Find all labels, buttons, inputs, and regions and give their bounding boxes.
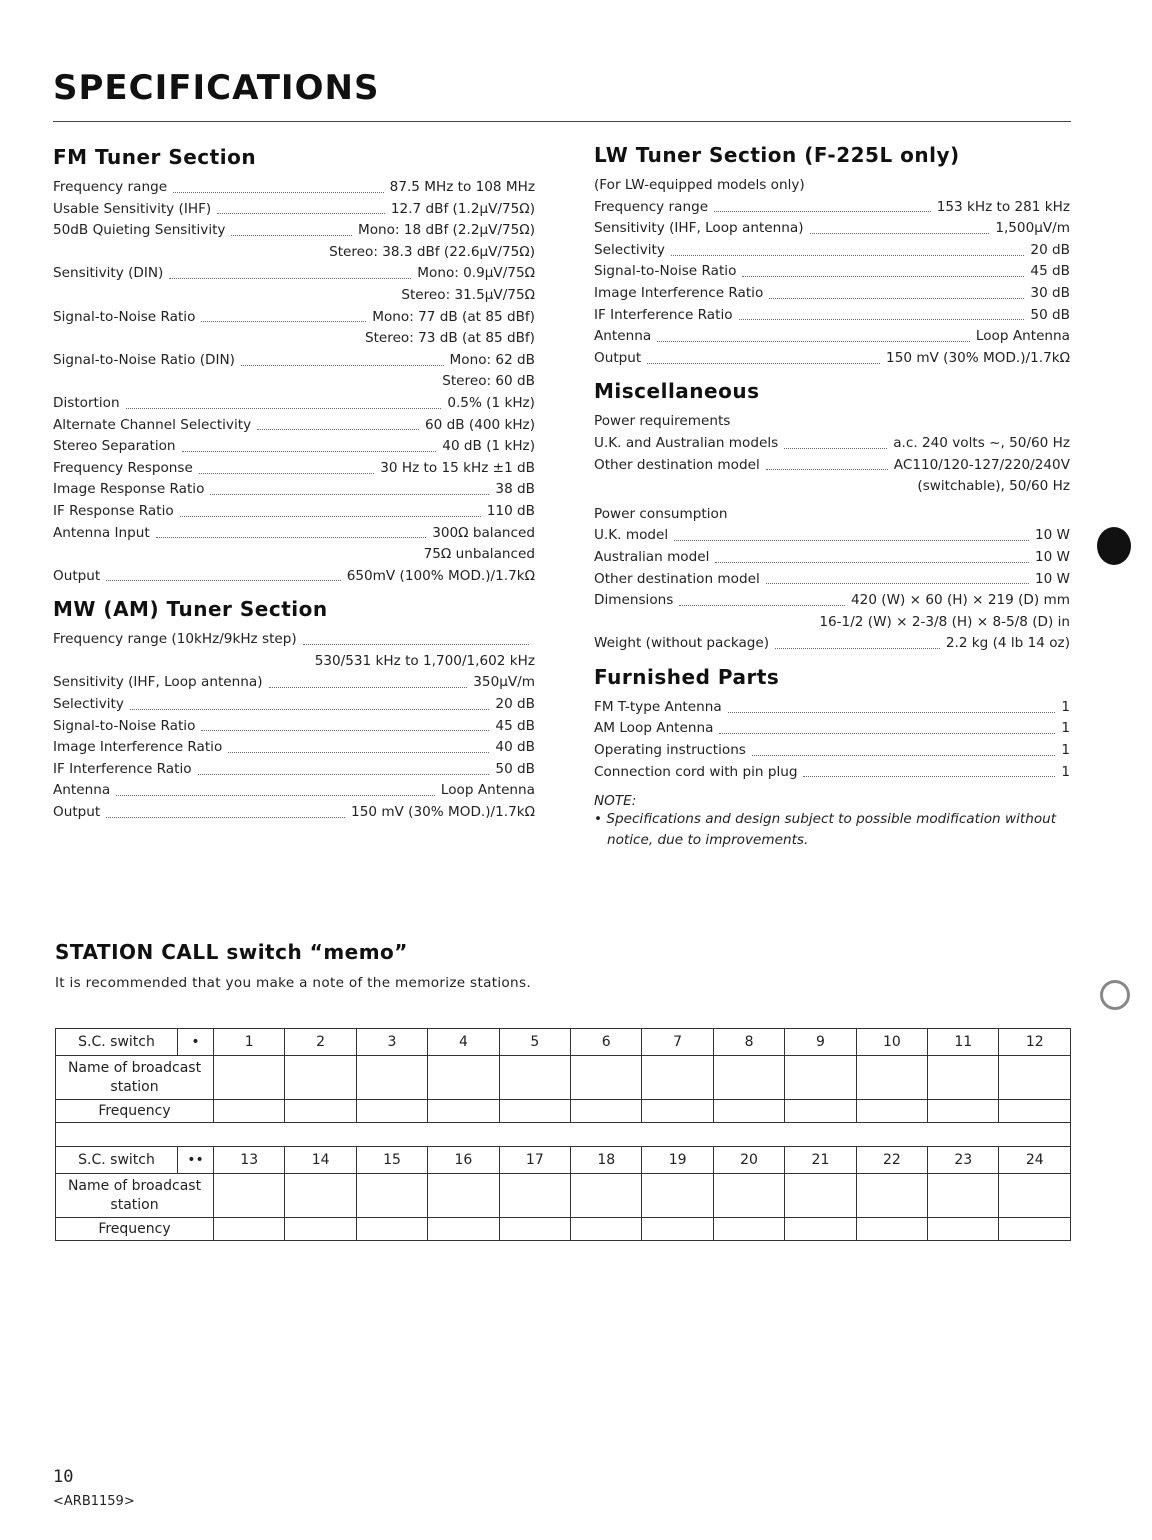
frequency-cell[interactable] bbox=[713, 1100, 784, 1123]
spec-row bbox=[53, 802, 535, 824]
spec-label: Signal-to-Noise Ratio (DIN) bbox=[53, 351, 235, 368]
spec-label: Other destination model bbox=[594, 456, 760, 473]
frequency-cell[interactable] bbox=[214, 1100, 285, 1123]
frequency-cell[interactable] bbox=[928, 1100, 999, 1123]
spec-row bbox=[53, 436, 535, 458]
spec-value: 12.7 dBf (1.2μV/75Ω) bbox=[390, 200, 535, 217]
spec-label: Signal-to-Noise Ratio bbox=[53, 717, 196, 734]
spec-row bbox=[594, 305, 1070, 327]
weight-label: Weight (without package) bbox=[594, 635, 770, 652]
spec-value: 350μV/m bbox=[473, 674, 535, 691]
spec-label: Antenna bbox=[53, 782, 111, 799]
binding-hole-mark bbox=[1097, 527, 1131, 565]
spec-label: Alternate Channel Selectivity bbox=[53, 416, 252, 433]
misc-section bbox=[594, 379, 1070, 655]
leader-dots bbox=[180, 515, 481, 517]
spec-row bbox=[594, 547, 1070, 569]
spec-value: 40 dB bbox=[495, 739, 535, 756]
sc-group-mark: • bbox=[178, 1029, 214, 1056]
table-spacer-row bbox=[56, 1123, 1071, 1147]
spec-value: 10 W bbox=[1034, 570, 1070, 587]
frequency-cell[interactable] bbox=[285, 1218, 356, 1241]
frequency-cell[interactable] bbox=[428, 1100, 499, 1123]
parts-section bbox=[594, 665, 1070, 783]
right-column bbox=[594, 143, 1070, 851]
station-name-label: Name of broadcast station bbox=[56, 1174, 214, 1218]
leader-dots bbox=[228, 751, 489, 753]
spec-value: 150 mV (30% MOD.)/1.7kΩ bbox=[886, 349, 1070, 366]
station-name-cell[interactable] bbox=[713, 1056, 784, 1100]
spec-row bbox=[53, 501, 535, 523]
sc-switch-label: S.C. switch bbox=[56, 1029, 178, 1056]
spec-value: 1 bbox=[1061, 763, 1070, 780]
spec-row bbox=[53, 415, 535, 437]
leader-dots bbox=[201, 320, 366, 322]
weight-value: 2.2 kg (4 lb 14 oz) bbox=[945, 635, 1070, 652]
left-column bbox=[53, 145, 535, 834]
spec-value: 1,500μV/m bbox=[995, 220, 1070, 237]
leader-dots bbox=[766, 468, 888, 470]
frequency-cell[interactable] bbox=[713, 1218, 784, 1241]
spec-row bbox=[594, 218, 1070, 240]
spec-label: Output bbox=[53, 804, 101, 821]
sc-channel-number: 1 bbox=[214, 1029, 285, 1056]
sc-channel-number: 9 bbox=[785, 1029, 856, 1056]
spec-value: 650mV (100% MOD.)/1.7kΩ bbox=[346, 567, 535, 584]
spec-label: U.K. and Australian models bbox=[594, 434, 779, 451]
station-name-cell[interactable] bbox=[713, 1174, 784, 1218]
station-name-cell[interactable] bbox=[214, 1174, 285, 1218]
spec-label: IF Interference Ratio bbox=[594, 306, 733, 323]
spec-label: Image Interference Ratio bbox=[594, 284, 764, 301]
spec-label: Other destination model bbox=[594, 570, 760, 587]
spec-label: Frequency range (10kHz/9kHz step) bbox=[53, 631, 297, 648]
spec-row bbox=[594, 762, 1070, 784]
station-name-cell[interactable] bbox=[356, 1174, 427, 1218]
spec-row bbox=[594, 433, 1070, 455]
station-name-cell[interactable] bbox=[642, 1174, 713, 1218]
spec-value: 150 mV (30% MOD.)/1.7kΩ bbox=[351, 804, 535, 821]
sc-channel-number: 18 bbox=[571, 1147, 642, 1174]
station-name-cell[interactable] bbox=[571, 1174, 642, 1218]
spec-label: Connection cord with pin plug bbox=[594, 763, 798, 780]
spec-row bbox=[53, 629, 535, 651]
parts-heading: Furnished Parts bbox=[594, 664, 780, 689]
spec-row bbox=[53, 199, 535, 221]
sc-channel-number: 20 bbox=[713, 1147, 784, 1174]
sc-channel-number: 2 bbox=[285, 1029, 356, 1056]
spec-row bbox=[53, 737, 535, 759]
station-name-cell[interactable] bbox=[214, 1056, 285, 1100]
leader-dots bbox=[647, 362, 880, 364]
spec-value: Mono: 77 dB (at 85 dBf) bbox=[372, 308, 535, 325]
leader-dots bbox=[766, 582, 1029, 584]
frequency-cell[interactable] bbox=[499, 1218, 570, 1241]
misc-heading: Miscellaneous bbox=[594, 379, 760, 404]
spec-row bbox=[53, 716, 535, 738]
station-name-cell[interactable] bbox=[928, 1174, 999, 1218]
frequency-cell[interactable] bbox=[856, 1100, 927, 1123]
spec-label: Image Interference Ratio bbox=[53, 739, 223, 756]
station-name-cell[interactable] bbox=[785, 1056, 856, 1100]
leader-dots bbox=[657, 340, 970, 342]
spec-value: Mono: 18 dBf (2.2μV/75Ω) bbox=[358, 222, 535, 239]
spec-label: Sensitivity (IHF, Loop antenna) bbox=[594, 220, 804, 237]
dimensions-label: Dimensions bbox=[594, 592, 674, 609]
station-call-table bbox=[55, 1028, 1071, 1241]
station-name-cell[interactable] bbox=[499, 1056, 570, 1100]
frequency-cell[interactable] bbox=[571, 1218, 642, 1241]
spec-value: 10 W bbox=[1034, 548, 1070, 565]
spec-label: IF Response Ratio bbox=[53, 502, 174, 519]
leader-dots bbox=[742, 275, 1024, 277]
leader-dots bbox=[210, 493, 489, 495]
mw-heading: MW (AM) Tuner Section bbox=[53, 597, 328, 622]
sc-channel-number: 7 bbox=[642, 1029, 713, 1056]
lw-heading: LW Tuner Section (F-225L only) bbox=[594, 143, 960, 167]
spec-value: 20 dB bbox=[1030, 241, 1070, 258]
leader-dots bbox=[201, 729, 489, 731]
spec-label: Frequency range bbox=[53, 179, 168, 195]
sc-channel-number: 12 bbox=[999, 1029, 1071, 1056]
frequency-cell[interactable] bbox=[642, 1218, 713, 1241]
spec-label: Australian model bbox=[594, 548, 710, 565]
spec-row bbox=[53, 780, 535, 802]
spec-row bbox=[53, 393, 535, 415]
station-name-cell[interactable] bbox=[856, 1056, 927, 1100]
frequency-cell[interactable] bbox=[214, 1218, 285, 1241]
spec-continuation: 530/531 kHz to 1,700/1,602 kHz bbox=[314, 652, 535, 669]
leader-dots bbox=[126, 407, 442, 409]
spec-row bbox=[594, 718, 1070, 740]
sc-channel-number: 19 bbox=[642, 1147, 713, 1174]
sc-channel-number: 4 bbox=[428, 1029, 499, 1056]
parts-rows bbox=[594, 697, 1070, 783]
spec-label: Frequency Response bbox=[53, 459, 193, 476]
spec-value: 45 dB bbox=[495, 717, 535, 734]
spec-row bbox=[53, 694, 535, 716]
spec-row bbox=[53, 307, 535, 329]
dimensions-row bbox=[594, 590, 1070, 612]
leader-dots bbox=[173, 191, 384, 193]
leader-dots bbox=[231, 234, 352, 236]
power-req-rows bbox=[594, 433, 1070, 476]
sc-channel-number: 6 bbox=[571, 1029, 642, 1056]
leader-dots bbox=[130, 708, 490, 710]
sc-channel-number: 16 bbox=[428, 1147, 499, 1174]
spec-label: Antenna bbox=[594, 328, 652, 345]
frequency-cell[interactable] bbox=[999, 1100, 1071, 1123]
spec-row bbox=[594, 326, 1070, 348]
leader-dots bbox=[199, 472, 374, 474]
sc-channel-number: 24 bbox=[999, 1147, 1071, 1174]
spec-value: Mono: 62 dB bbox=[449, 351, 535, 368]
frequency-cell[interactable] bbox=[499, 1100, 570, 1123]
leader-dots bbox=[182, 450, 437, 452]
spec-label: FM T-type Antenna bbox=[594, 698, 722, 715]
spec-label: Sensitivity (DIN) bbox=[53, 265, 164, 282]
power-cons-label: Power consumption bbox=[594, 505, 728, 522]
spec-row bbox=[594, 697, 1070, 719]
spec-row bbox=[53, 672, 535, 694]
weight-row bbox=[594, 633, 1070, 655]
frequency-cell[interactable] bbox=[785, 1218, 856, 1241]
station-name-cell[interactable] bbox=[571, 1056, 642, 1100]
spec-value: 40 dB (1 kHz) bbox=[442, 438, 535, 455]
spec-label: Usable Sensitivity (IHF) bbox=[53, 200, 212, 217]
leader-dots bbox=[752, 754, 1055, 756]
fm-heading: FM Tuner Section bbox=[53, 145, 257, 169]
spec-row bbox=[53, 523, 535, 545]
power-req-label: Power requirements bbox=[594, 413, 731, 430]
frequency-cell[interactable] bbox=[356, 1218, 427, 1241]
frequency-cell[interactable] bbox=[785, 1100, 856, 1123]
spec-value: 87.5 MHz to 108 MHz bbox=[389, 179, 535, 195]
leader-dots bbox=[784, 447, 887, 449]
sc-channel-number: 11 bbox=[928, 1029, 999, 1056]
note-head: NOTE: bbox=[594, 793, 637, 810]
sc-channel-number: 10 bbox=[856, 1029, 927, 1056]
spec-label: Stereo Separation bbox=[53, 438, 176, 455]
spec-value: 110 dB bbox=[486, 502, 535, 519]
spec-label: Distortion bbox=[53, 394, 120, 411]
station-name-cell[interactable] bbox=[285, 1174, 356, 1218]
sc-channel-number: 17 bbox=[499, 1147, 570, 1174]
spec-row bbox=[53, 566, 535, 588]
frequency-row bbox=[56, 1218, 1071, 1241]
spec-label: Selectivity bbox=[53, 696, 124, 713]
spec-label: Output bbox=[594, 349, 642, 366]
frequency-cell[interactable] bbox=[999, 1218, 1071, 1241]
spec-label: Signal-to-Noise Ratio bbox=[53, 308, 196, 325]
spec-row bbox=[53, 263, 535, 285]
spec-row bbox=[53, 458, 535, 480]
leader-dots bbox=[156, 536, 426, 538]
memo-section bbox=[55, 940, 535, 995]
sc-channel-number: 13 bbox=[214, 1147, 285, 1174]
station-name-cell[interactable] bbox=[356, 1056, 427, 1100]
frequency-cell[interactable] bbox=[571, 1100, 642, 1123]
sc-channel-number: 21 bbox=[785, 1147, 856, 1174]
leader-dots bbox=[303, 643, 529, 645]
frequency-cell[interactable] bbox=[642, 1100, 713, 1123]
spec-value: 45 dB bbox=[1030, 263, 1070, 280]
spec-label: 50dB Quieting Sensitivity bbox=[53, 222, 226, 239]
leader-dots bbox=[715, 561, 1029, 563]
leader-dots bbox=[198, 773, 490, 775]
power-cons-rows bbox=[594, 525, 1070, 590]
memo-text: It is recommended that you make a note of the memorize stations. bbox=[55, 975, 531, 991]
spec-value: 153 kHz to 281 kHz bbox=[936, 198, 1070, 215]
sc-group-mark: •• bbox=[178, 1147, 214, 1174]
spec-value: 300Ω balanced bbox=[432, 524, 535, 541]
spec-value: Loop Antenna bbox=[440, 782, 535, 799]
spec-continuation: Stereo: 73 dB (at 85 dBf) bbox=[364, 330, 535, 347]
station-name-cell[interactable] bbox=[928, 1056, 999, 1100]
leader-dots bbox=[810, 232, 990, 234]
leader-dots bbox=[674, 539, 1029, 541]
spec-value: 20 dB bbox=[495, 696, 535, 713]
spec-row bbox=[53, 759, 535, 781]
spec-row bbox=[594, 569, 1070, 591]
station-name-cell[interactable] bbox=[428, 1056, 499, 1100]
page-number: 10 bbox=[53, 1467, 74, 1487]
station-name-cell[interactable] bbox=[642, 1056, 713, 1100]
leader-dots bbox=[269, 686, 468, 688]
station-name-row bbox=[56, 1056, 1071, 1100]
lw-rows bbox=[594, 197, 1070, 370]
leader-dots bbox=[241, 364, 444, 366]
station-name-label: Name of broadcast station bbox=[56, 1056, 214, 1100]
spec-label: Selectivity bbox=[594, 241, 665, 258]
station-name-cell[interactable] bbox=[785, 1174, 856, 1218]
title-rule bbox=[53, 121, 1071, 122]
leader-dots bbox=[719, 732, 1055, 734]
leader-dots bbox=[769, 297, 1024, 299]
spec-row bbox=[594, 348, 1070, 370]
frequency-cell[interactable] bbox=[356, 1100, 427, 1123]
spec-row bbox=[594, 240, 1070, 262]
spec-continuation: Stereo: 31.5μV/75Ω bbox=[401, 286, 535, 303]
spec-continuation: Stereo: 38.3 dBf (22.6μV/75Ω) bbox=[329, 243, 535, 260]
spec-value: 30 dB bbox=[1030, 284, 1070, 301]
spec-continuation: 75Ω unbalanced bbox=[423, 546, 535, 563]
spec-label: Operating instructions bbox=[594, 742, 746, 759]
spec-value: AC110/120-127/220/240V bbox=[893, 456, 1070, 473]
fm-rows bbox=[53, 177, 535, 587]
power-req-cont: (switchable), 50/60 Hz bbox=[917, 478, 1070, 495]
dimensions-inches: 16-1/2 (W) × 2-3/8 (H) × 8-5/8 (D) in bbox=[819, 613, 1070, 630]
dimensions-value: 420 (W) × 60 (H) × 219 (D) mm bbox=[851, 592, 1070, 609]
lw-section bbox=[594, 143, 1070, 369]
leader-dots bbox=[257, 428, 419, 430]
page-title: SPECIFICATIONS bbox=[53, 68, 380, 108]
station-name-cell[interactable] bbox=[499, 1174, 570, 1218]
spec-row bbox=[53, 350, 535, 372]
mw-rows bbox=[53, 629, 535, 823]
spec-value: 1 bbox=[1061, 742, 1070, 759]
frequency-cell[interactable] bbox=[428, 1218, 499, 1241]
spec-value: 50 dB bbox=[495, 760, 535, 777]
spec-label: Signal-to-Noise Ratio bbox=[594, 263, 737, 280]
sc-channel-number: 3 bbox=[356, 1029, 427, 1056]
sc-channel-number: 5 bbox=[499, 1029, 570, 1056]
sc-channel-number: 15 bbox=[356, 1147, 427, 1174]
spec-row bbox=[594, 525, 1070, 547]
spec-label: IF Interference Ratio bbox=[53, 760, 192, 777]
station-name-cell[interactable] bbox=[999, 1174, 1071, 1218]
spec-value: 1 bbox=[1061, 720, 1070, 737]
station-name-cell[interactable] bbox=[856, 1174, 927, 1218]
spec-value: 60 dB (400 kHz) bbox=[425, 416, 535, 433]
spec-label: Sensitivity (IHF, Loop antenna) bbox=[53, 674, 263, 691]
spec-label: Antenna Input bbox=[53, 524, 150, 541]
frequency-row bbox=[56, 1100, 1071, 1123]
spec-value: 30 Hz to 15 kHz ±1 dB bbox=[380, 459, 535, 476]
sc-switch-label: S.C. switch bbox=[56, 1147, 178, 1174]
station-name-row bbox=[56, 1174, 1071, 1218]
leader-dots bbox=[217, 212, 385, 214]
doc-code: <ARB1159> bbox=[53, 1494, 135, 1509]
station-name-cell[interactable] bbox=[999, 1056, 1071, 1100]
spec-row bbox=[594, 283, 1070, 305]
spec-row bbox=[594, 455, 1070, 477]
leader-dots bbox=[116, 794, 435, 796]
spec-row bbox=[53, 177, 535, 199]
binding-ring-mark bbox=[1100, 980, 1130, 1010]
mw-section bbox=[53, 597, 535, 823]
sc-channel-number: 8 bbox=[713, 1029, 784, 1056]
spec-row bbox=[594, 197, 1070, 219]
spec-row bbox=[594, 261, 1070, 283]
station-name-cell[interactable] bbox=[428, 1174, 499, 1218]
spec-row bbox=[53, 479, 535, 501]
fm-section bbox=[53, 145, 535, 587]
spec-label: Output bbox=[53, 567, 101, 584]
sc-switch-row bbox=[56, 1029, 1071, 1056]
frequency-cell[interactable] bbox=[928, 1218, 999, 1241]
memo-heading: STATION CALL switch “memo” bbox=[55, 940, 408, 964]
frequency-label: Frequency bbox=[56, 1218, 214, 1241]
spec-label: AM Loop Antenna bbox=[594, 720, 714, 737]
station-name-cell[interactable] bbox=[285, 1056, 356, 1100]
spec-value: 38 dB bbox=[495, 481, 535, 498]
leader-dots bbox=[106, 816, 345, 818]
spec-label: Frequency range bbox=[594, 198, 709, 215]
sc-switch-row bbox=[56, 1147, 1071, 1174]
spec-row bbox=[594, 740, 1070, 762]
spec-continuation: Stereo: 60 dB bbox=[442, 373, 535, 390]
table-spacer bbox=[56, 1123, 1071, 1147]
spec-label: U.K. model bbox=[594, 527, 669, 544]
leader-dots bbox=[803, 775, 1055, 777]
spec-label: Image Response Ratio bbox=[53, 481, 205, 498]
lw-subnote: (For LW-equipped models only) bbox=[594, 177, 805, 193]
leader-dots bbox=[671, 254, 1025, 256]
frequency-cell[interactable] bbox=[285, 1100, 356, 1123]
leader-dots bbox=[714, 210, 931, 212]
spec-value: a.c. 240 volts ~, 50/60 Hz bbox=[893, 434, 1070, 451]
spec-value: 1 bbox=[1061, 698, 1070, 715]
leader-dots bbox=[169, 277, 411, 279]
sc-channel-number: 22 bbox=[856, 1147, 927, 1174]
spec-value: 0.5% (1 kHz) bbox=[447, 394, 535, 411]
spec-value: 10 W bbox=[1034, 527, 1070, 544]
leader-dots bbox=[106, 579, 340, 581]
leader-dots bbox=[739, 318, 1025, 320]
sc-channel-number: 14 bbox=[285, 1147, 356, 1174]
note-body: • Specifications and design subject to possible modification without notice, due to improvements. bbox=[594, 811, 1057, 849]
spec-value: 50 dB bbox=[1030, 306, 1070, 323]
spec-value: Mono: 0.9μV/75Ω bbox=[417, 265, 535, 282]
frequency-cell[interactable] bbox=[856, 1218, 927, 1241]
leader-dots bbox=[728, 711, 1056, 713]
sc-channel-number: 23 bbox=[928, 1147, 999, 1174]
spec-value: Loop Antenna bbox=[975, 328, 1070, 345]
spec-row bbox=[53, 220, 535, 242]
frequency-label: Frequency bbox=[56, 1100, 214, 1123]
